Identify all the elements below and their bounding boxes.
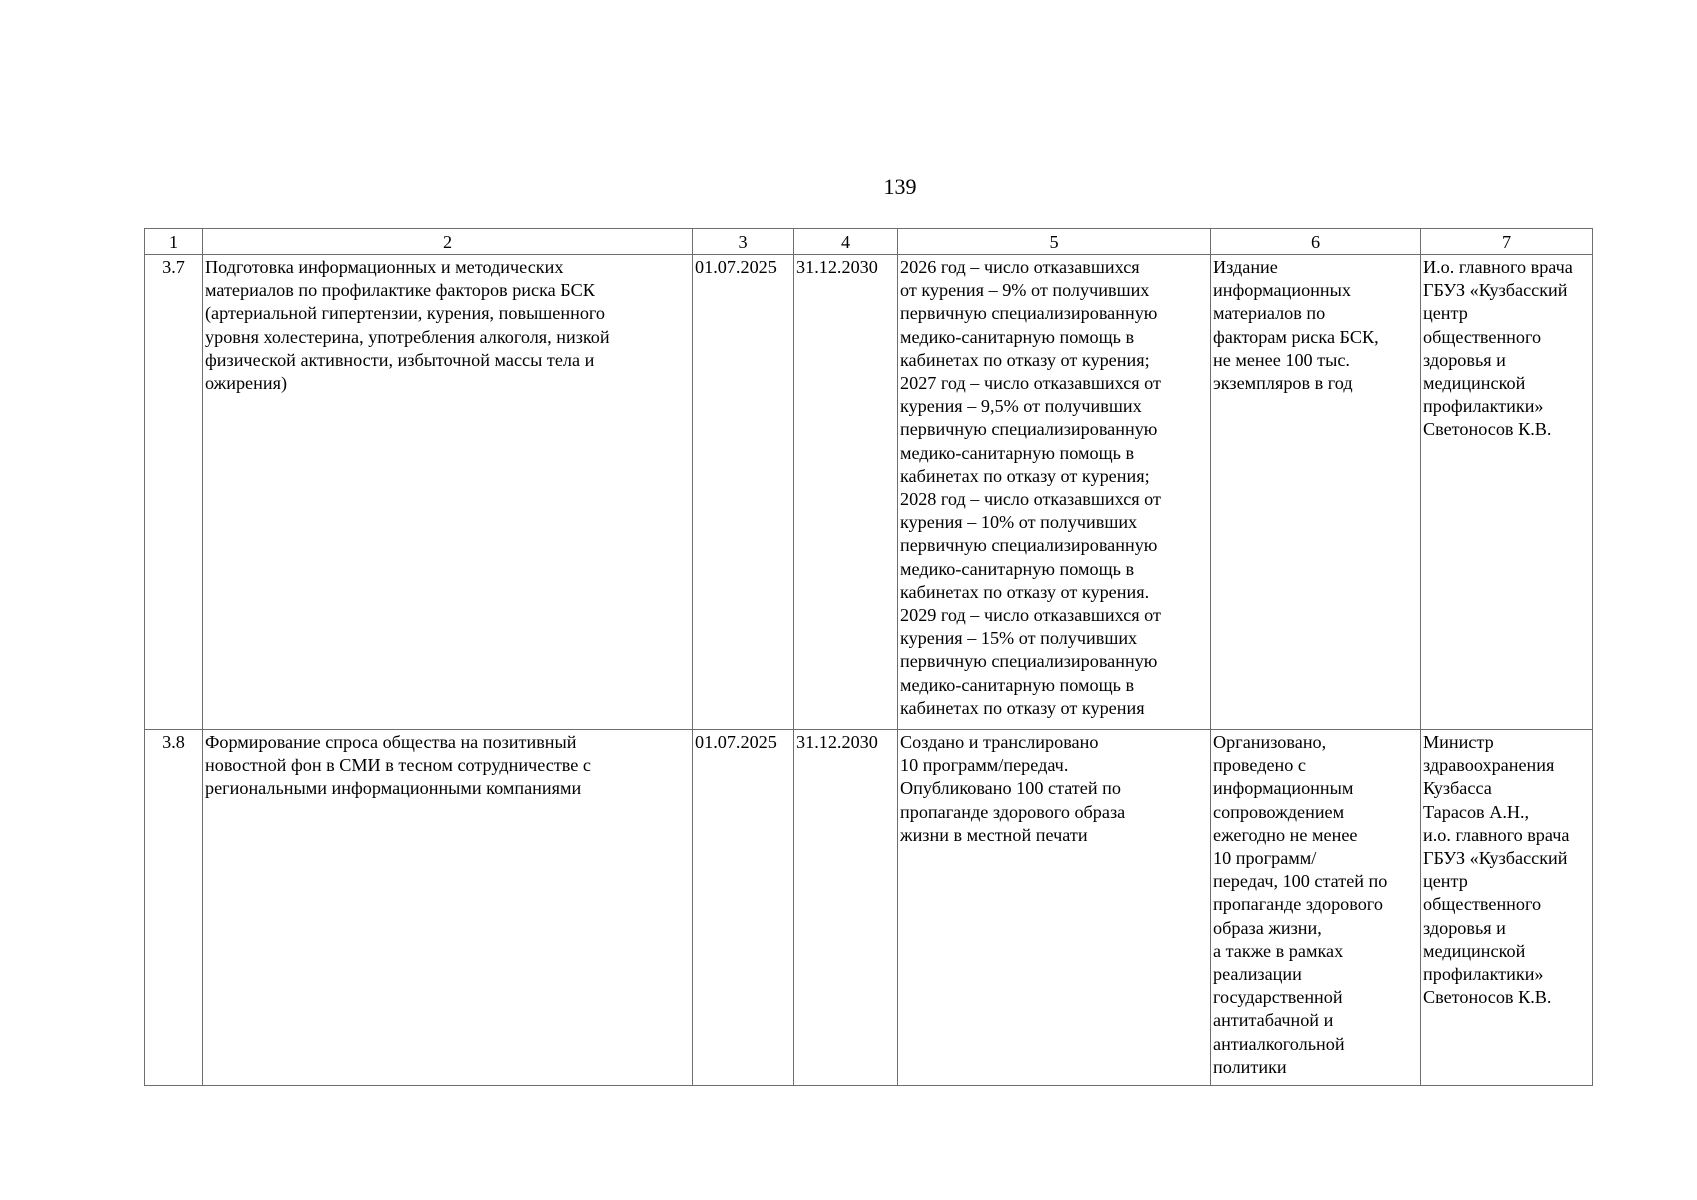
table-header-row bbox=[145, 229, 1593, 255]
target-indicators: Создано и транслировано 10 программ/передач. Опубликовано 100 статей по пропаганде здорового образа жизни в местной печати bbox=[898, 730, 1211, 1086]
header-cell-5: 5 bbox=[898, 229, 1211, 255]
start-date: 01.07.2025 bbox=[693, 730, 794, 1086]
measure-description: Подготовка информационных и методических материалов по профилактике факторов риска БСК (артериальной гипертензии, курения, повышенного уровня холестерина, употребления алкоголя, низкой физической активности, избыточной массы тела и ожирения) bbox=[203, 255, 693, 730]
header-cell-3: 3 bbox=[693, 229, 794, 255]
header-cell-1: 1 bbox=[145, 229, 203, 255]
row-number: 3.8 bbox=[145, 730, 203, 1086]
page-number: 139 bbox=[883, 174, 917, 199]
end-date: 31.12.2030 bbox=[794, 255, 898, 730]
header-cell-7: 7 bbox=[1421, 229, 1593, 255]
start-date: 01.07.2025 bbox=[693, 255, 794, 730]
measures-table bbox=[144, 228, 1593, 1086]
expected-result: Издание информационных материалов по факторам риска БСК, не менее 100 тыс. экземпляров в год bbox=[1211, 255, 1421, 730]
table-row bbox=[145, 730, 1593, 1086]
expected-result: Организовано, проведено с информационным сопровождением ежегодно не менее 10 программ/ передач, 100 статей по пропаганде здорового образа жизни, а также в рамках реализации государственной антитабачной и антиалкогольной политики bbox=[1211, 730, 1421, 1086]
header-cell-2: 2 bbox=[203, 229, 693, 255]
measure-description: Формирование спроса общества на позитивный новостной фон в СМИ в тесном сотрудничестве с региональными информационными компаниями bbox=[203, 730, 693, 1086]
target-indicators: 2026 год – число отказавшихся от курения – 9% от получивших первичную специализированную медико-санитарную помощь в кабинетах по отказу от курения; 2027 год – число отказавшихся от курения – 9,5% от получивших первичную специализированную медико-санитарную помощь в кабинетах по отказу от курения; 2028 год – число отказавшихся от курения – 10% от получивших первичную специализированную медико-санитарную помощь в кабинетах по отказу от курения. 2029 год – число отказавшихся от курения – 15% от получивших первичную специализированную медико-санитарную помощь в кабинетах по отказу от курения bbox=[898, 255, 1211, 730]
table-row bbox=[145, 255, 1593, 730]
responsible-person: Министр здравоохранения Кузбасса Тарасов А.Н., и.о. главного врача ГБУЗ «Кузбасский центр общественного здоровья и медицинской профилактики» Светоносов К.В. bbox=[1421, 730, 1593, 1086]
header-cell-4: 4 bbox=[794, 229, 898, 255]
header-cell-6: 6 bbox=[1211, 229, 1421, 255]
end-date: 31.12.2030 bbox=[794, 730, 898, 1086]
row-number: 3.7 bbox=[145, 255, 203, 730]
responsible-person: И.о. главного врача ГБУЗ «Кузбасский центр общественного здоровья и медицинской профилактики» Светоносов К.В. bbox=[1421, 255, 1593, 730]
